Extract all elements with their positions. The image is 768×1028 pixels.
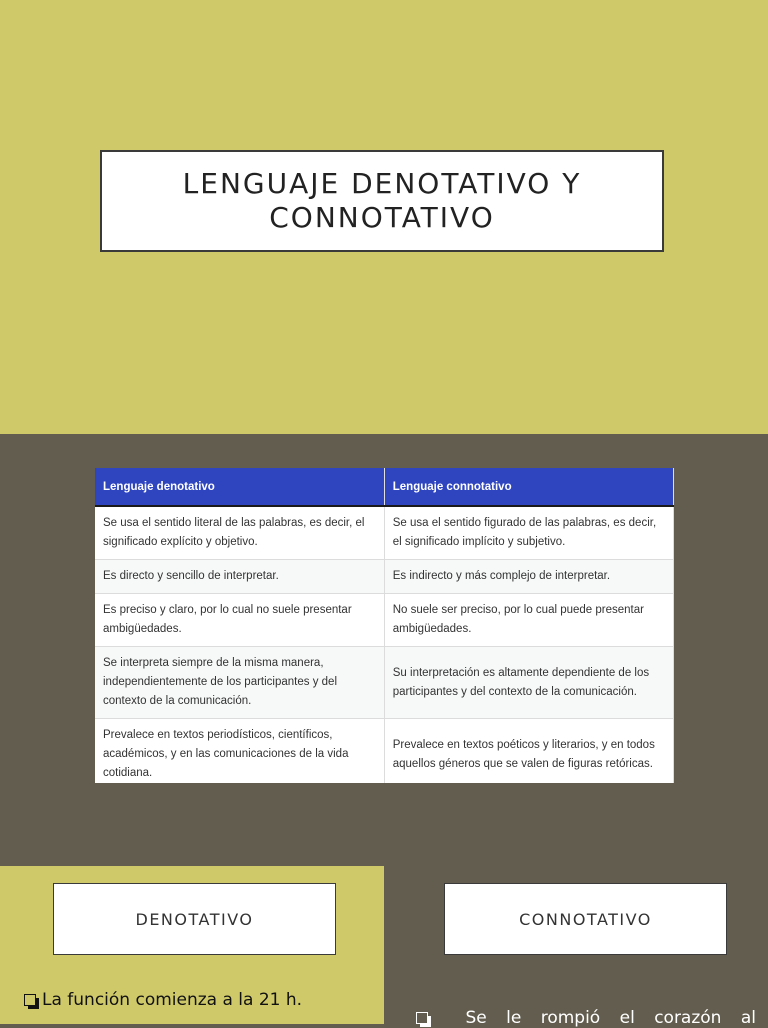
title-box: [100, 150, 664, 252]
table-cell: Prevalece en textos poéticos y literarios, y en todos aquellos géneros que se valen de figuras retóricas.: [384, 719, 673, 784]
connotativo-label: CONNOTATIVO: [444, 883, 727, 955]
header-connotativo: Lenguaje connotativo: [384, 468, 673, 506]
checkbox-square-icon: [24, 994, 36, 1006]
comparison-table: [95, 468, 674, 783]
comparison-table-image: [95, 468, 674, 783]
table-cell: Se usa el sentido figurado de las palabras, es decir, el significado implícito y subjetivo.: [384, 506, 673, 560]
table-cell: Se interpreta siempre de la misma manera, independientemente de los participantes y del contexto de la comunicación.: [95, 647, 384, 719]
table-row: [95, 506, 674, 560]
connotativo-example-text: Se le rompió el corazón al: [465, 1008, 756, 1028]
table-cell: Su interpretación es altamente dependiente de los participantes y del contexto de la comunicación.: [384, 647, 673, 719]
header-denotativo: Lenguaje denotativo: [95, 468, 384, 506]
page-title: LENGUAJE DENOTATIVO Y CONNOTATIVO: [182, 167, 582, 234]
table-cell: Es directo y sencillo de interpretar.: [95, 560, 384, 594]
denotativo-example-text: La función comienza a la 21 h.: [42, 990, 303, 1010]
table-cell: Es indirecto y más complejo de interpretar.: [384, 560, 673, 594]
denotativo-label: DENOTATIVO: [53, 883, 336, 955]
checkbox-square-icon: [416, 1012, 428, 1024]
table-row: [95, 594, 674, 647]
table-row: [95, 719, 674, 784]
table-row: [95, 647, 674, 719]
table-row: [95, 560, 674, 594]
denotativo-example: [24, 990, 302, 1010]
table-cell: No suele ser preciso, por lo cual puede presentar ambigüedades.: [384, 594, 673, 647]
table-cell: Se usa el sentido literal de las palabras, es decir, el significado explícito y objetivo.: [95, 506, 384, 560]
connotativo-example: [416, 1008, 756, 1028]
title-slide: [0, 0, 768, 434]
table-cell: Es preciso y claro, por lo cual no suele presentar ambigüedades.: [95, 594, 384, 647]
table-header-row: [95, 468, 674, 506]
table-cell: Prevalece en textos periodísticos, científicos, académicos, y en las comunicaciones de la vida cotidiana.: [95, 719, 384, 784]
